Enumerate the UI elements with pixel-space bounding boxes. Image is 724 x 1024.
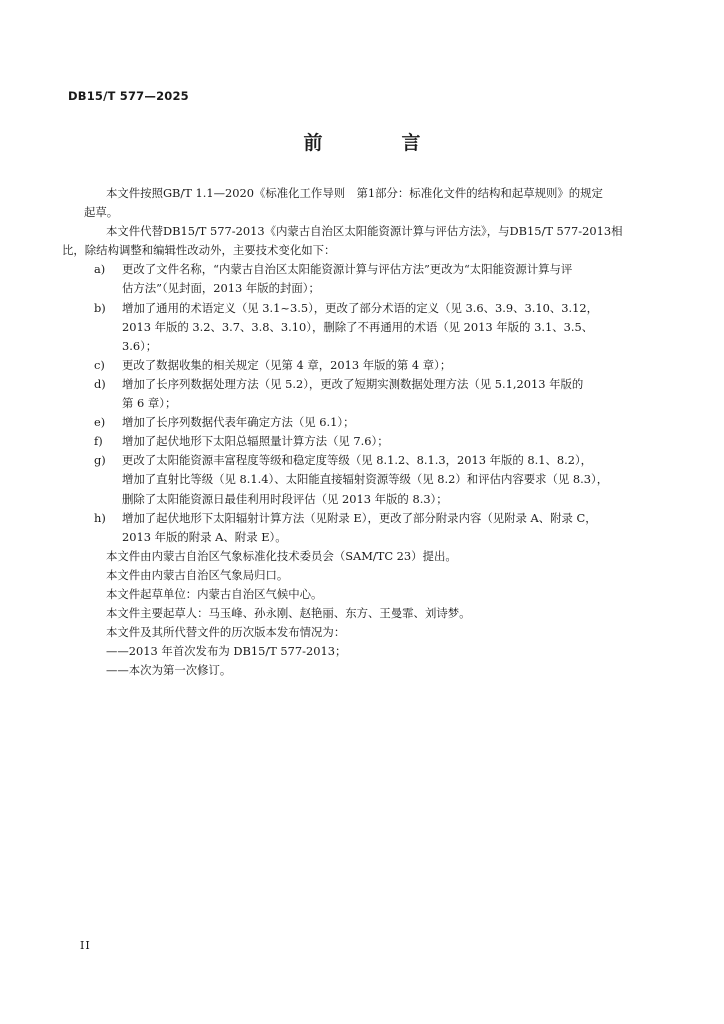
list-item bbox=[84, 299, 639, 356]
paragraph-line: 本文件代替DB15/T 577-2013《内蒙古自治区太阳能资源计算与评估方法》，与DB15/T 577-2013相 bbox=[106, 224, 623, 239]
list-item-line: 2013 年版的 3.2、3.7、3.8、3.10），删除了不再通用的术语（见 2013 年版的 3.1、3.5、 bbox=[122, 319, 594, 334]
list-item-line: 更改了数据收集的相关规定（见第 4 章，2013 年版的第 4 章）； bbox=[122, 357, 452, 372]
list-item-line: 估方法”（见封面，2013 年版的封面）； bbox=[122, 281, 320, 296]
list-item bbox=[84, 375, 639, 413]
list-item-line: 第 6 章）； bbox=[122, 396, 177, 411]
change-list bbox=[84, 260, 639, 546]
closing-statement: 本文件主要起草人：马玉峰、孙永刚、赵艳丽、东方、王曼霏、刘诗梦。 bbox=[106, 606, 471, 621]
list-item-line: 删除了太阳能资源日最佳利用时段评估（见 2013 年版的 8.3）； bbox=[122, 491, 448, 506]
document-body bbox=[62, 184, 639, 680]
page-number: II bbox=[80, 939, 91, 952]
list-item bbox=[84, 432, 639, 451]
paragraph-line: 比，除结构调整和编辑性改动外，主要技术变化如下： bbox=[62, 243, 336, 258]
list-item bbox=[84, 451, 639, 508]
list-item-label: h) bbox=[94, 510, 106, 525]
list-item-label: e) bbox=[94, 415, 106, 430]
paragraph-line: 起草。 bbox=[84, 205, 119, 220]
list-item-line: 增加了起伏地形下太阳辐射计算方法（见附录 E），更改了部分附录内容（见附录 A、附录 C， bbox=[122, 510, 597, 525]
document-code: DB15/T 577—2025 bbox=[68, 89, 189, 103]
closing-statement: 本文件由内蒙古自治区气象局归口。 bbox=[106, 567, 289, 582]
list-item-label: f) bbox=[94, 434, 103, 449]
list-item-label: g) bbox=[94, 453, 106, 468]
list-item-line: 增加了通用的术语定义（见 3.1~3.5），更改了部分术语的定义（见 3.6、3.9、3.10、3.12， bbox=[122, 300, 598, 315]
list-item-line: 更改了文件名称，“内蒙古自治区太阳能资源计算与评估方法”更改为“太阳能资源计算与评 bbox=[122, 262, 573, 277]
closing-statement: 本文件起草单位：内蒙古自治区气候中心。 bbox=[106, 586, 323, 601]
paragraph bbox=[84, 184, 639, 222]
list-item-line: 3.6）； bbox=[122, 338, 158, 353]
paragraph-line: 本文件按照GB/T 1.1—2020《标准化工作导则 第1部分：标准化文件的结构和起草规则》的规定 bbox=[106, 186, 603, 200]
version-history-item: ——2013 年首次发布为 DB15/T 577-2013； bbox=[106, 644, 347, 659]
list-item-line: 更改了太阳能资源丰富程度等级和稳定度等级（见 8.1.2、8.1.3，2013 年版的 8.1、8.2）， bbox=[122, 453, 593, 468]
paragraph bbox=[62, 222, 639, 260]
list-item-line: 增加了长序列数据代表年确定方法（见 6.1）； bbox=[122, 415, 355, 430]
list-item bbox=[84, 509, 639, 547]
list-item-label: a) bbox=[94, 262, 106, 277]
closing-statement: 本文件由内蒙古自治区气象标准化技术委员会（SAM/TC 23）提出。 bbox=[106, 548, 457, 563]
list-item bbox=[84, 413, 639, 432]
closing-statement: 本文件及其所代替文件的历次版本发布情况为： bbox=[106, 625, 346, 640]
list-item-label: b) bbox=[94, 300, 106, 315]
list-item-line: 2013 年版的附录 A、附录 E）。 bbox=[122, 529, 287, 544]
list-item-label: d) bbox=[94, 376, 106, 391]
page-title: 前 言 bbox=[303, 132, 451, 154]
list-item-line: 增加了直射比等级（见 8.1.4）、太阳能直接辐射资源等级（见 8.2）和评估内容要求（见 8.3）， bbox=[122, 472, 609, 487]
list-item-line: 增加了起伏地形下太阳总辐照量计算方法（见 7.6）； bbox=[122, 434, 389, 449]
list-item-label: c) bbox=[94, 357, 105, 372]
list-item bbox=[84, 260, 639, 298]
version-history-item: ——本次为第一次修订。 bbox=[106, 663, 232, 678]
list-item-line: 增加了长序列数据处理方法（见 5.2），更改了短期实测数据处理方法（见 5.1,2013 年版的 bbox=[122, 376, 584, 391]
list-item bbox=[84, 356, 639, 375]
